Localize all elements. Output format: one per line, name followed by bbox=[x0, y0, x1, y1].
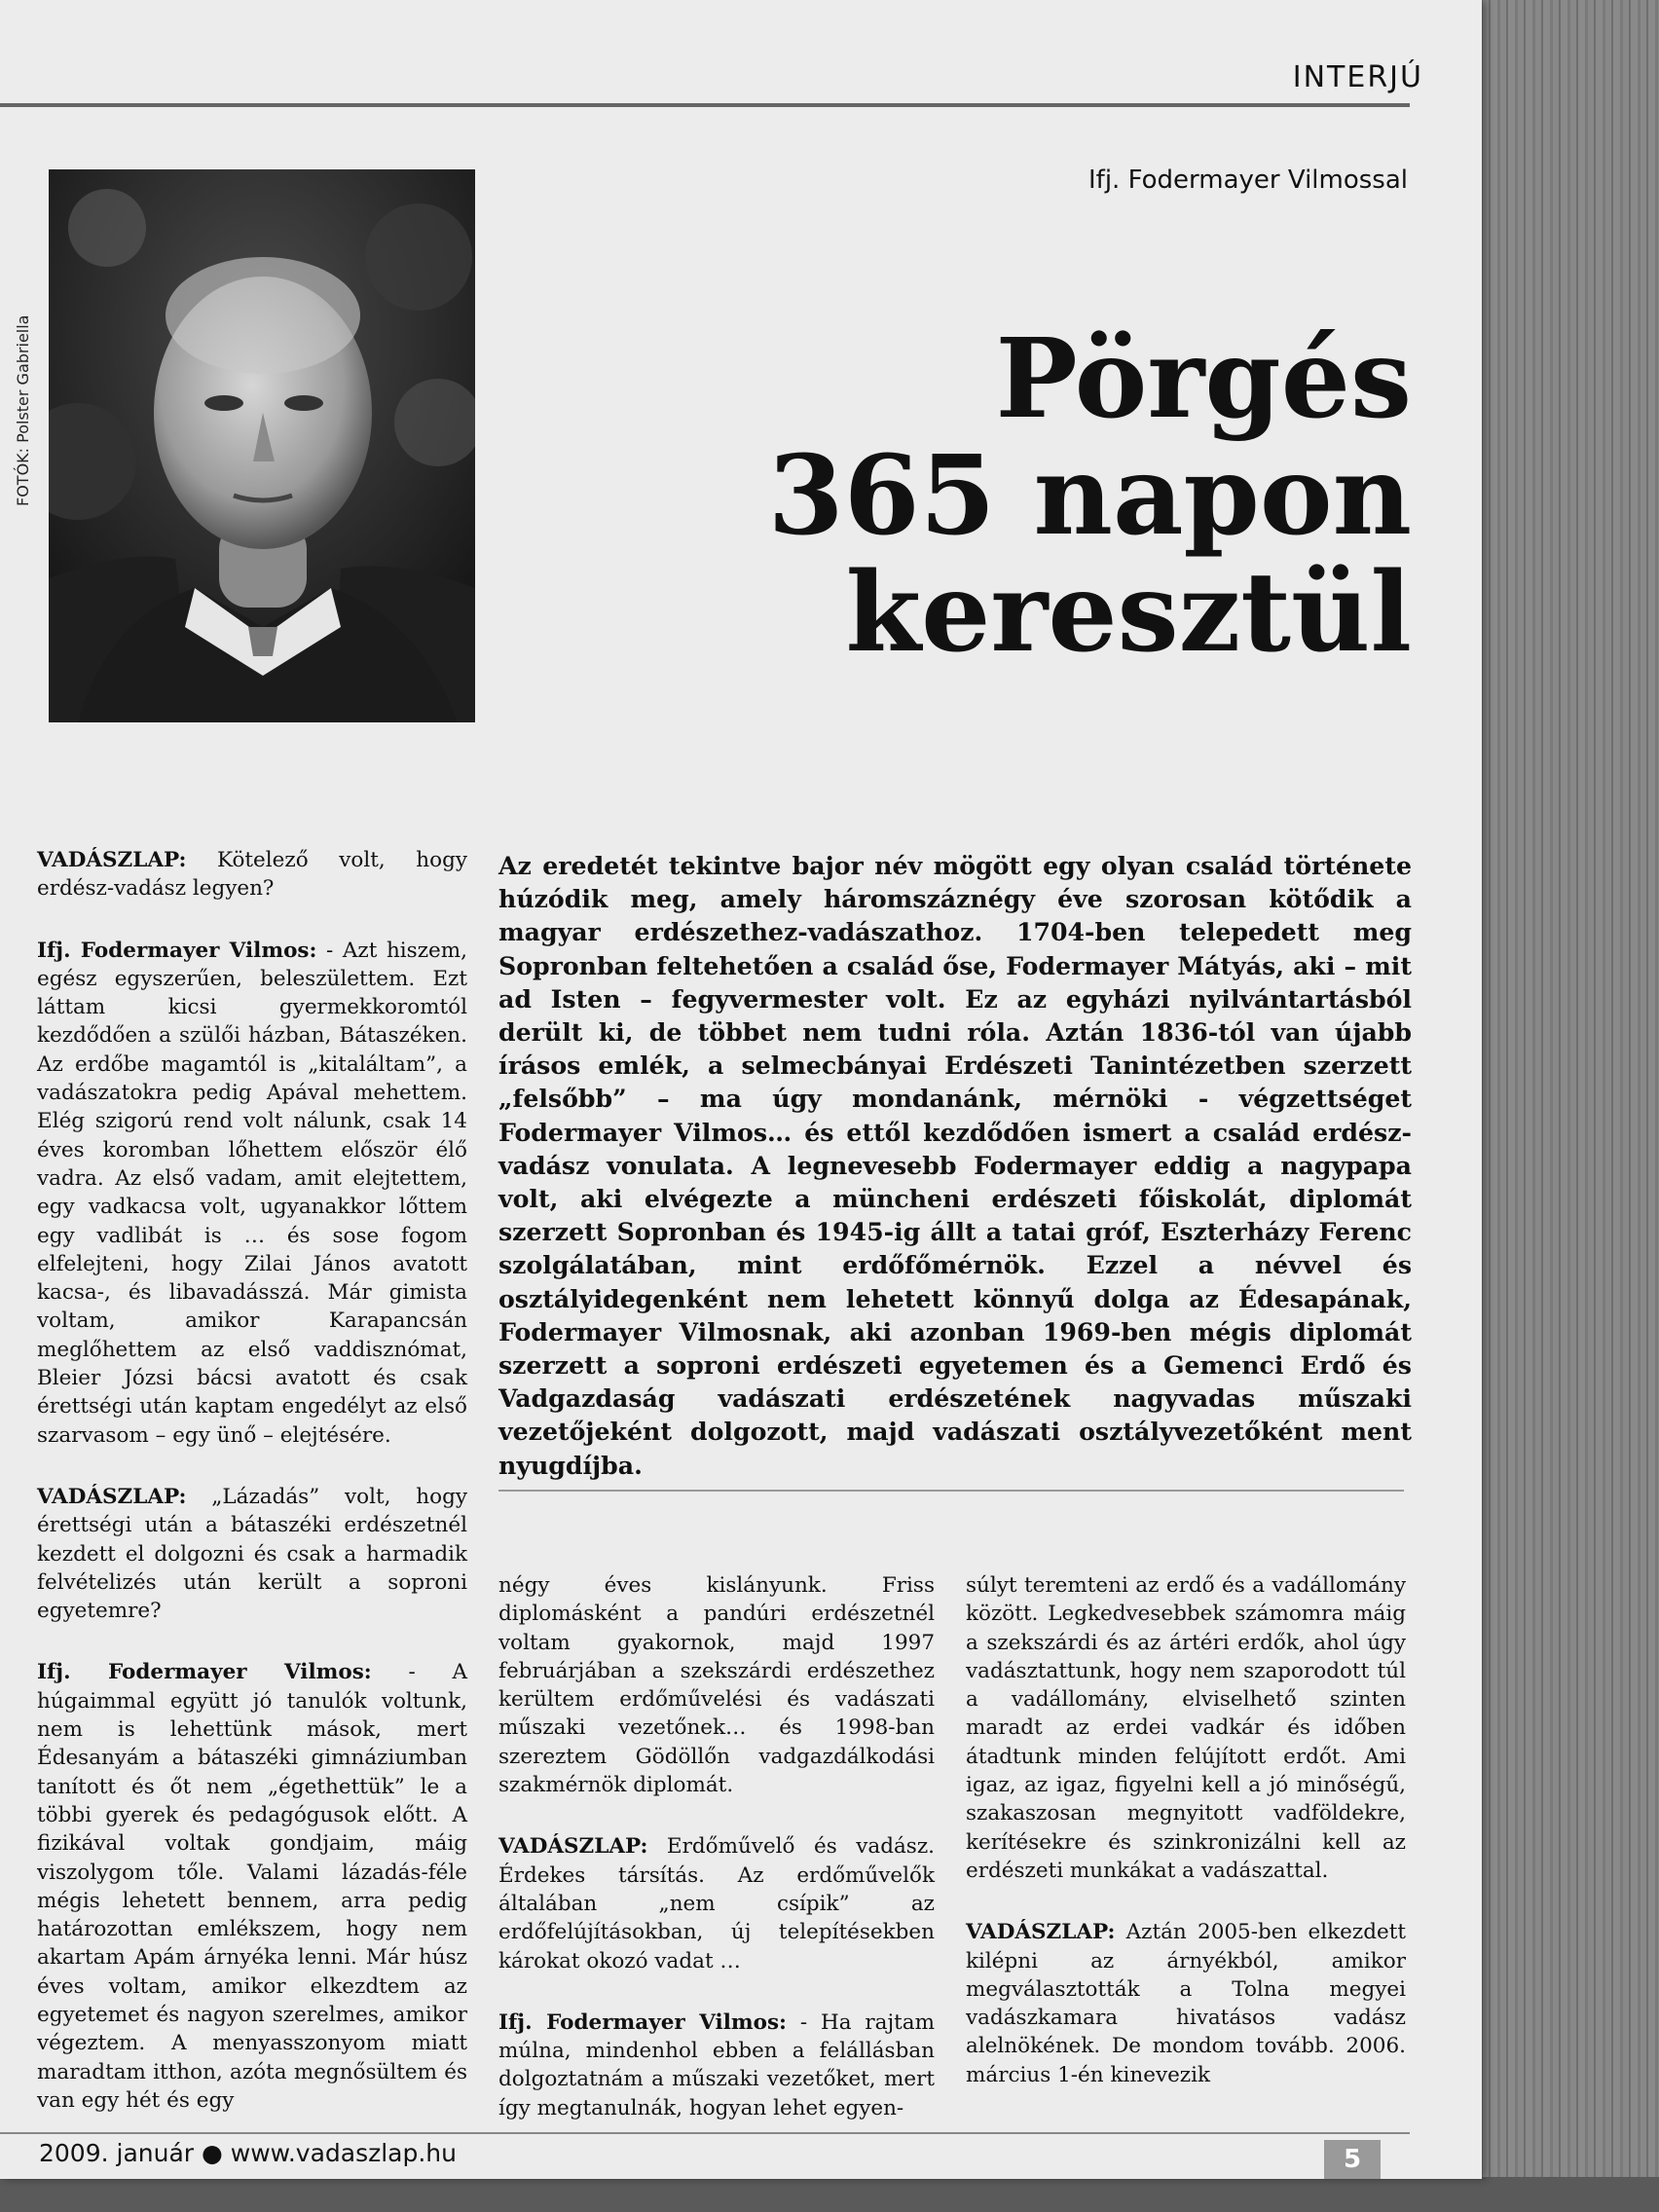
column-2 bbox=[498, 1571, 935, 2156]
paragraph-text: Erdőművelő és vadász. Érdekes társítás. Az erdőművelők általában „nem csípik” az erdőfelújításokban, új telepítésekben károkat okozó vadat … bbox=[498, 1834, 935, 1973]
portrait-photo bbox=[49, 169, 475, 722]
paragraph bbox=[37, 1483, 467, 1625]
paragraph bbox=[498, 1571, 935, 1799]
headline bbox=[767, 315, 1412, 677]
paragraph bbox=[966, 1571, 1406, 1885]
paragraph bbox=[966, 1918, 1406, 2089]
background-surface bbox=[1480, 0, 1659, 2212]
headline-line-2: 365 napon bbox=[767, 432, 1412, 560]
speaker-label: VADÁSZLAP: bbox=[37, 1484, 187, 1509]
paragraph bbox=[37, 846, 467, 903]
paragraph-text: - Azt hiszem, egész egyszerűen, beleszülettem. Ezt láttam kicsi gyermekkoromtól kezdődően a szülői házban, Bátaszéken. Az erdőbe magamtól is „kitaláltam”, a vadászatokra pedig Apával mehettem. Elég szigorú rend volt nálunk, csak 14 éves koromban lőhettem először élő vadra. Az első vadam, amit elejtettem, egy vadkacsa volt, ugyanakkor lőttem egy vadlibát is … és sose fogom elfelejteni, hogy Zilai János avatott kacsa-, és libavadásszá. Már gimista voltam, amikor Karapancsán meglőhettem az első vaddisznómat, Bleier Józsi bácsi avatott és csak érettségi után kaptam engedélyt az első szarvasom – egy ünő – elejtésére. bbox=[37, 938, 467, 1448]
page-number: 5 bbox=[1324, 2140, 1381, 2179]
speaker-label: VADÁSZLAP: bbox=[966, 1920, 1116, 1945]
portrait-illustration bbox=[49, 169, 475, 722]
divider-rule bbox=[498, 1490, 1404, 1492]
paragraph-text: Aztán 2005-ben elkezdett kilépni az árnyékból, amikor megválasztották a Tolna megyei vadászkamara hivatásos vadász alelnökének. De mondom tovább. 2006. március 1-én kinevezik bbox=[966, 1920, 1406, 2087]
top-rule bbox=[0, 103, 1410, 107]
paragraph-text: Kötelező volt, hogy erdész-vadász legyen? bbox=[37, 848, 467, 902]
paragraph-text: súlyt teremteni az erdő és a vadállomány között. Legkedvesebbek számomra máig a szekszárdi és az ártéri erdők, ahol úgy vadásztattunk, hogy nem szaporodott túl a vadállomány, elviselhető szinten maradt az erdei vadkár és időben átadtunk minden felújított erdőt. Ami igaz, az igaz, figyelni kell a jó minőségű, szakaszosan megnyitott vadföldekre, kerítésekre és szinkronizálni kell az erdészeti munkákat a vadászattal. bbox=[966, 1573, 1406, 1883]
speaker-label: Ifj. Fodermayer Vilmos: bbox=[37, 1660, 372, 1685]
headline-line-1: Pörgés bbox=[995, 315, 1412, 443]
section-label: INTERJÚ bbox=[1292, 60, 1423, 94]
paragraph-text: - Ha rajtam múlna, mindenhol ebben a felállásban dolgoztatnám a műszaki vezetőket, mert így megtanulnák, hogyan lehet egyen- bbox=[498, 2009, 935, 2120]
headline-line-3: keresztül bbox=[845, 549, 1412, 677]
footer-issue: 2009. január ● www.vadaszlap.hu bbox=[39, 2139, 457, 2167]
speaker-label: VADÁSZLAP: bbox=[37, 848, 187, 872]
column-3 bbox=[966, 1571, 1406, 2122]
column-1 bbox=[37, 846, 467, 2148]
footer-rule bbox=[0, 2132, 1410, 2134]
paragraph-text: - A húgaimmal együtt jó tanulók voltunk, nem is lehettünk mások, mert Édesanyám a bátaszéki gimnáziumban tanított és őt nem „égethettük” le a többi gyerek és pedagógusok előtt. A fizikával voltak gondjaim, máig viszolygom tőle. Valami lázadás-féle mégis lehetett bennem, arra pedig határozottan emlékszem, hogy nem akartam Apám árnyéka lenni. Már húsz éves voltam, amikor elkezdtem az egyetemet és nagyon szerelmes, amikor végeztem. A menyasszonyom miatt maradtam itthon, azóta megnősültem és van egy hét és egy bbox=[37, 1660, 467, 2113]
speaker-label: VADÁSZLAP: bbox=[498, 1834, 648, 1860]
speaker-label: Ifj. Fodermayer Vilmos: bbox=[37, 938, 317, 963]
paragraph bbox=[498, 2009, 935, 2122]
photo-credit: FOTÓK: Polster Gabriella bbox=[14, 314, 32, 506]
paragraph-text: négy éves kislányunk. Friss diplomásként a pandúri erdészetnél voltam gyakornok, majd 1997 februárjában a szekszárdi erdészethez kerültem erdőművelési és vadászati műszaki vezetőnek… és 1998-ban szereztem Gödöllőn vadgazdálkodási szakmérnök diplomát. bbox=[498, 1573, 935, 1798]
paragraph bbox=[498, 1832, 935, 1974]
lead-paragraph: Az eredetét tekintve bajor név mögött egy olyan család története húzódik meg, amely háromszáznégy éve szorosan kötődik a magyar erdészethez-vadászathoz. 1704-ben telepedett meg Sopronban feltehetően a család őse, Fodermayer Mátyás, aki – mit ad Isten – fegyvermester volt. Ez az egyházi nyilvántartásból derült ki, de többet nem tudni róla. Aztán 1836-tól van újabb írásos emlék, a selmecbányai Erdészeti Tanintézetben szerzett „felsőbb” – ma úgy mondanánk, mérnöki - végzettséget Fodermayer Vilmos… és ettől kezdődően ismert a család erdész-vadász vonulata. A legnevesebb Fodermayer eddig a nagypapa volt, aki elvégezte a müncheni erdészeti főiskolát, diplomát szerzett Sopronban és 1945-ig állt a tatai gróf, Eszterházy Ferenc szolgálatában, mint erdőfőmérnök. Ezzel a névvel és osztályidegenként nem lehetett könnyű dolga az Édesapának, Fodermayer Vilmosnak, aki azonban 1969-ben mégis diplomát szerzett a soproni erdészeti egyetemen és a Gemenci Erdő és Vadgazdaság vadászati erdészetének nagyvadas műszaki vezetőjeként dolgozott, majd vadászati osztályvezetőként ment nyugdíjba. bbox=[498, 851, 1412, 1480]
speaker-label: Ifj. Fodermayer Vilmos: bbox=[498, 2009, 787, 2035]
byline: Ifj. Fodermayer Vilmossal bbox=[1088, 166, 1408, 195]
paragraph bbox=[37, 937, 467, 1450]
paragraph-text: „Lázadás” volt, hogy érettségi után a bátaszéki erdészetnél kezdett el dolgozni és csak a harmadik felvételizés után került a soproni egyetemre? bbox=[37, 1484, 467, 1624]
paragraph bbox=[37, 1658, 467, 2115]
background-edge bbox=[0, 2177, 1659, 2212]
